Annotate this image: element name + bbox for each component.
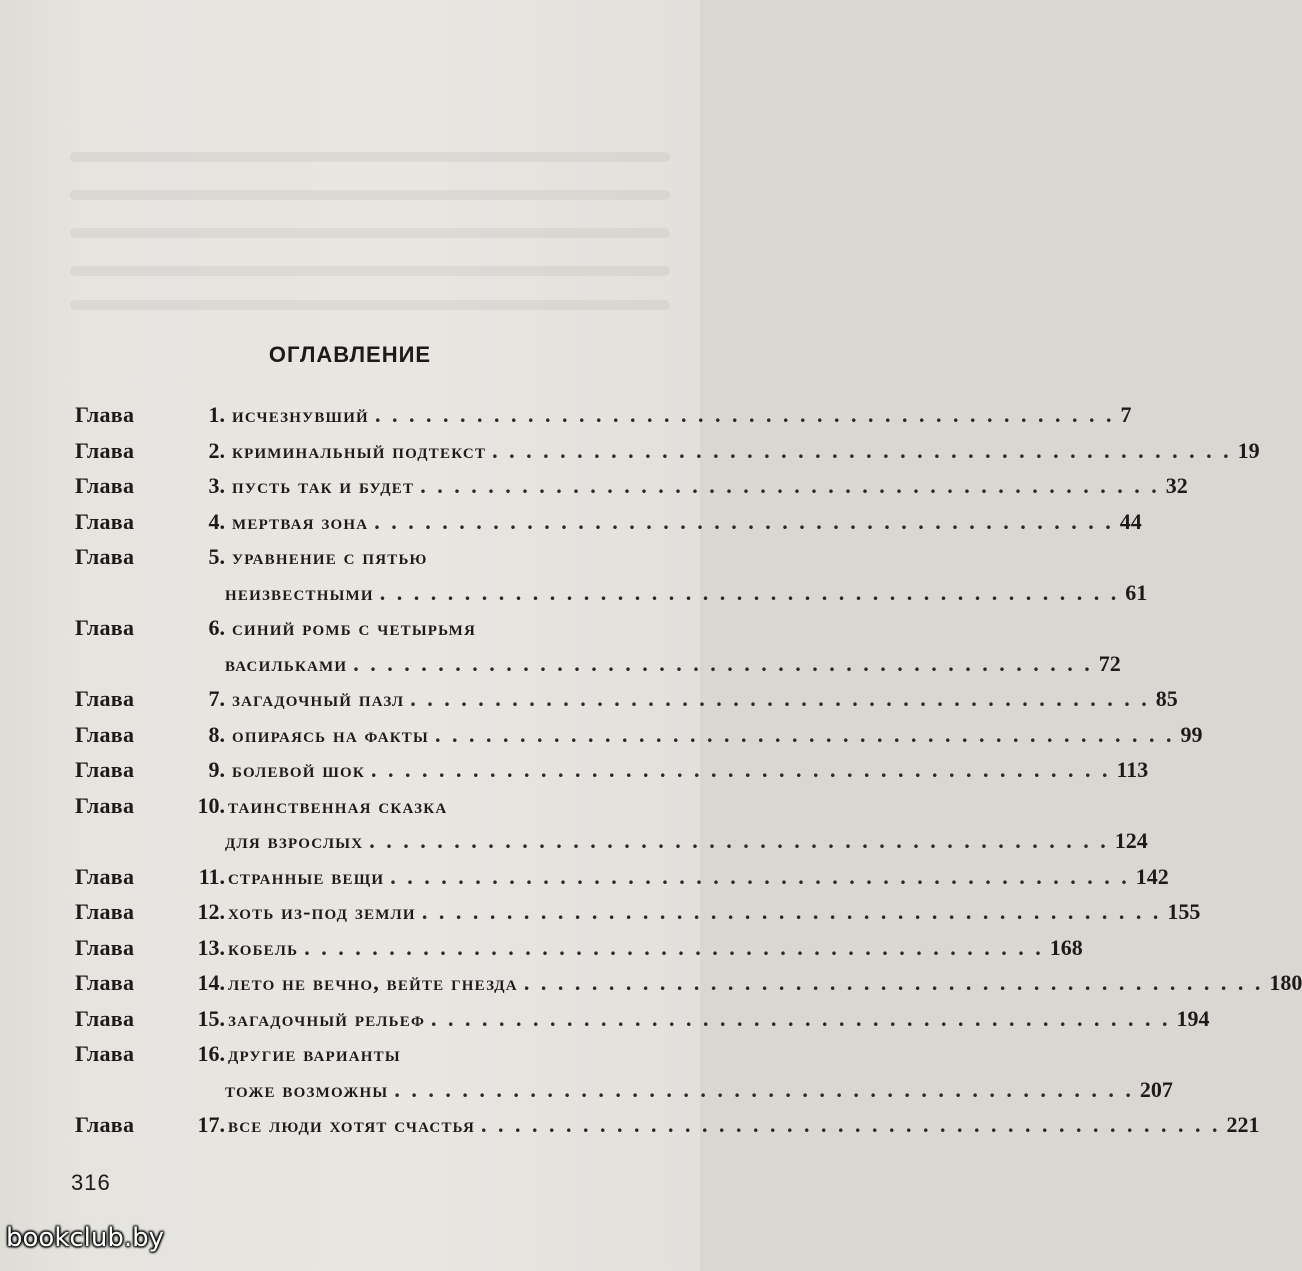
chapter-title: болевой шок [232, 757, 365, 782]
chapter-number: 12. [197, 899, 225, 924]
chapter-title: хоть из-под земли [228, 899, 416, 924]
dot-leader [431, 1001, 1171, 1037]
chapter-page: 99 [1180, 721, 1203, 747]
chapter-number: 2. [208, 437, 225, 463]
chapter-number: 1. [208, 402, 225, 427]
chapter-label: Глава [75, 1112, 135, 1137]
chapter-label: Глава [75, 721, 135, 747]
toc-row [75, 1001, 1210, 1037]
chapter-page: 155 [1167, 899, 1201, 924]
chapter-number: 7. [208, 686, 225, 711]
toc-row [75, 575, 1148, 611]
chapter-number: 14. [197, 970, 225, 995]
bleed-through-line [70, 266, 670, 276]
toc-row [75, 610, 623, 646]
bleed-through-line [70, 300, 670, 310]
toc-row [75, 894, 1201, 930]
chapter-label: Глава [75, 970, 135, 995]
page-number: 316 [71, 1170, 111, 1195]
chapter-label: Глава [75, 686, 135, 711]
chapter-page: 221 [1226, 1112, 1260, 1137]
chapter-title: опираясь на факты [232, 721, 429, 747]
bleed-through-line [70, 152, 670, 162]
toc-row [75, 859, 1169, 895]
chapter-title: для взрослых [225, 828, 364, 853]
chapter-number: 13. [197, 934, 225, 960]
dot-leader [374, 504, 1114, 540]
toc-row [75, 468, 1188, 504]
chapter-page: 180 [1269, 970, 1302, 995]
toc-row [75, 397, 1132, 433]
toc-row [75, 1107, 1260, 1143]
dot-leader [304, 930, 1044, 966]
table-of-contents [75, 397, 1302, 1143]
chapter-title: васильками [225, 650, 348, 676]
chapter-number: 15. [197, 1005, 225, 1031]
chapter-title: исчезнувший [232, 402, 369, 427]
toc-row [75, 1072, 1173, 1108]
chapter-label: Глава [75, 792, 135, 818]
chapter-label: Глава [75, 934, 135, 960]
chapter-title: лето не вечно, вейте гнезда [228, 970, 518, 995]
toc-row [75, 433, 1260, 469]
toc-row [75, 965, 1302, 1001]
chapter-label: Глава [75, 899, 135, 924]
chapter-title: неизвестными [225, 579, 374, 605]
chapter-label: Глава [75, 615, 135, 640]
dot-leader [375, 397, 1115, 433]
chapter-title: криминальный подтекст [232, 437, 487, 463]
chapter-page: 85 [1155, 686, 1178, 711]
chapter-number: 16. [197, 1041, 225, 1066]
chapter-number: 10. [197, 792, 225, 818]
dot-leader [435, 717, 1175, 753]
toc-title: ОГЛАВЛЕНИЕ [268, 342, 432, 367]
toc-row [75, 823, 1148, 859]
chapter-number: 11. [198, 863, 225, 889]
dot-leader [369, 823, 1109, 859]
toc-row [75, 1036, 623, 1072]
chapter-title: пусть так и будет [232, 473, 415, 498]
chapter-title: синий ромб с четырьмя [232, 615, 477, 640]
chapter-label: Глава [75, 437, 135, 463]
chapter-title: другие варианты [228, 1041, 401, 1066]
chapter-title: загадочный пазл [232, 686, 405, 711]
chapter-title: странные вещи [228, 863, 385, 889]
toc-row [75, 930, 1083, 966]
chapter-page: 19 [1237, 437, 1260, 463]
chapter-page: 194 [1176, 1005, 1210, 1031]
bleed-through-line [70, 190, 670, 200]
dot-leader [492, 433, 1232, 469]
chapter-number: 5. [208, 544, 225, 569]
dot-leader [353, 646, 1093, 682]
dot-leader [380, 575, 1120, 611]
toc-row [75, 788, 623, 824]
toc-row [75, 504, 1142, 540]
dot-leader [481, 1107, 1221, 1143]
dot-leader [422, 894, 1162, 930]
chapter-number: 17. [197, 1112, 225, 1137]
chapter-label: Глава [75, 1005, 135, 1031]
dot-leader [410, 681, 1150, 717]
chapter-page: 142 [1135, 863, 1169, 889]
toc-row [75, 539, 623, 575]
chapter-title: уравнение с пятью [232, 544, 428, 569]
chapter-page: 113 [1116, 757, 1149, 782]
chapter-label: Глава [75, 473, 135, 498]
chapter-title: таинственная сказка [228, 792, 448, 818]
dot-leader [394, 1072, 1134, 1108]
chapter-page: 44 [1119, 508, 1142, 534]
chapter-number: 6. [208, 615, 225, 640]
chapter-title: тоже возможны [225, 1076, 389, 1102]
chapter-label: Глава [75, 757, 135, 782]
chapter-number: 3. [208, 473, 225, 498]
chapter-page: 7 [1120, 402, 1132, 427]
chapter-title: все люди хотят счастья [228, 1112, 476, 1137]
toc-row [75, 646, 1121, 682]
chapter-page: 124 [1114, 828, 1148, 853]
chapter-number: 4. [208, 508, 225, 534]
chapter-page: 61 [1125, 579, 1148, 605]
bleed-through-line [70, 228, 670, 238]
toc-row [75, 752, 1149, 788]
toc-row [75, 681, 1178, 717]
chapter-page: 72 [1098, 650, 1121, 676]
chapter-title: загадочный рельеф [228, 1005, 426, 1031]
chapter-page: 168 [1049, 934, 1083, 960]
dot-leader [524, 965, 1264, 1001]
dot-leader [371, 752, 1111, 788]
chapter-number: 8. [208, 721, 225, 747]
chapter-number: 9. [208, 757, 225, 782]
chapter-title: кобель [228, 934, 299, 960]
chapter-page: 207 [1139, 1076, 1173, 1102]
toc-row [75, 717, 1203, 753]
chapter-label: Глава [75, 508, 135, 534]
chapter-label: Глава [75, 1041, 135, 1066]
chapter-title: мертвая зона [232, 508, 369, 534]
dot-leader [390, 859, 1130, 895]
watermark: bookclub.by [6, 1223, 165, 1253]
chapter-page: 32 [1165, 473, 1188, 498]
chapter-label: Глава [75, 402, 135, 427]
chapter-label: Глава [75, 544, 135, 569]
dot-leader [420, 468, 1160, 504]
chapter-label: Глава [75, 863, 135, 889]
